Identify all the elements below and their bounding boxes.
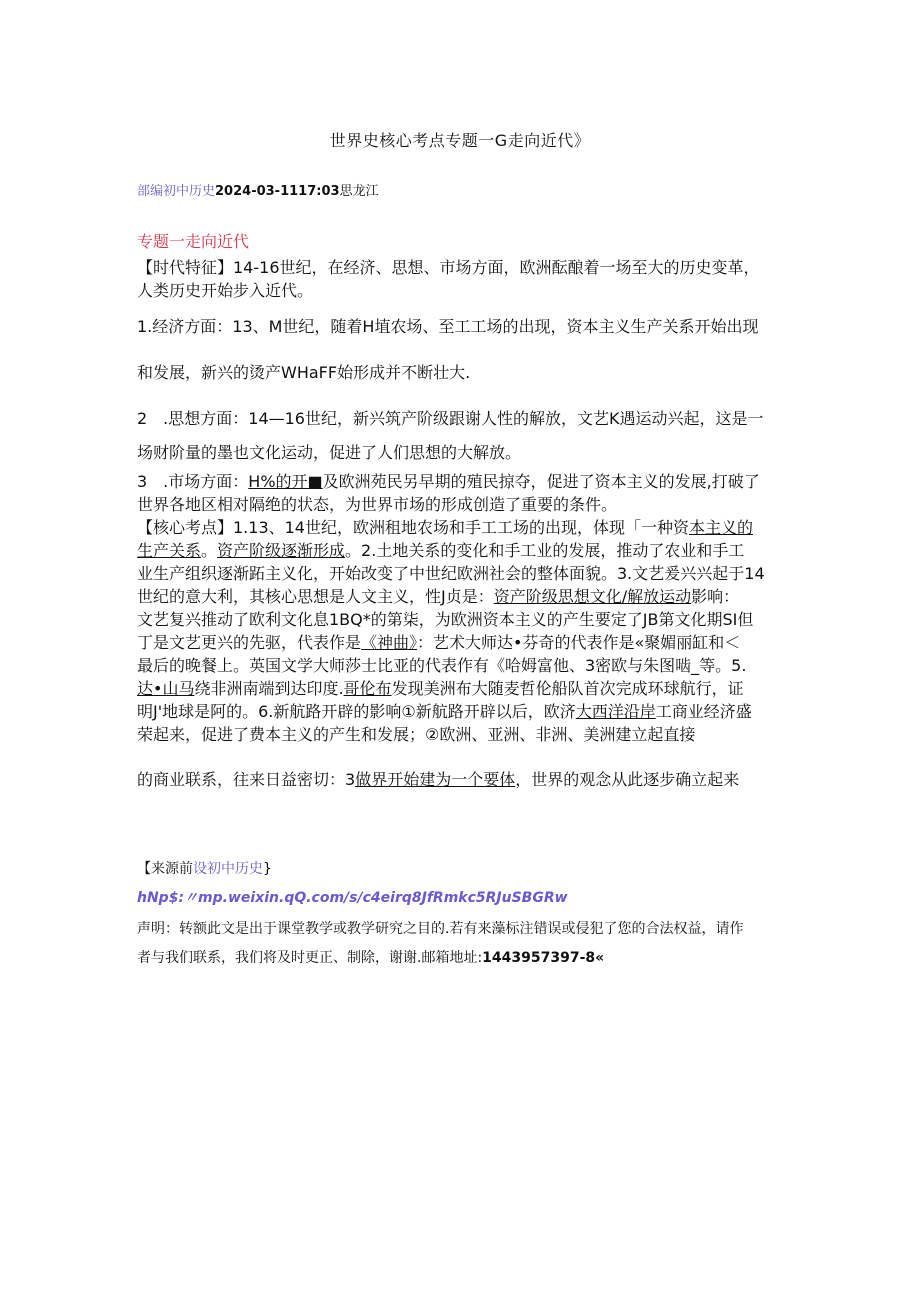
article-url-link[interactable]: hNp$:〃mp.weixin.qQ.com/s/c4eirq8JfRmkc5RJuSBGRw — [137, 890, 568, 906]
meta-author: 思龙江 — [339, 184, 379, 199]
statement-text: 者与我们联系，我们将及时更正、制除，谢谢.邮箱地址: — [137, 950, 483, 966]
article-title: 世界史核心考点专题一G走向近代》 — [329, 131, 591, 150]
thought-line-1: 2 .思想方面：14—16世纪，新兴筑产阶级跟谢人性的解放，文艺K遇运动兴起，这是一 — [137, 409, 764, 428]
topic-heading: 专题一走向近代 — [137, 232, 250, 251]
core-text: 世纪的意大利，其核心思想是人文主义，性J贞是： — [137, 587, 494, 606]
market-underlined: H%的开■ — [248, 472, 323, 491]
core-underline: 达•山马 — [137, 679, 195, 698]
core-paragraph — [137, 516, 787, 746]
core-underline: 本主义的 — [689, 518, 754, 537]
core-text: 。2.土地关系的变化和手工业的发展，推动了农业和手工 — [345, 541, 745, 560]
statement-line-2 — [137, 947, 604, 967]
thought-line-2: 场财阶量的墨也文化运动，促进了人们思想的大解放。 — [137, 443, 522, 462]
core-text: 【核心考点】1.13、14世纪，欧洲租地农场和手工工场的出现，体现「一种资 — [137, 518, 689, 537]
source-prefix: 【来源前 — [137, 861, 193, 877]
core-underline: 大西洋沿岸 — [575, 702, 656, 721]
core-line-2 — [137, 539, 787, 562]
market-line-1 — [137, 470, 787, 493]
core-text: 丁是文艺更兴的先驱，代表作是 — [137, 633, 362, 652]
core-text: 工商业经济盛 — [655, 702, 752, 721]
economy-line-1: 1.经济方面：13、M世纪，随着H埴农场、至工工场的出现，资本主义生产关系开始出现 — [137, 317, 759, 336]
core-underline: 生产关系 — [137, 541, 202, 560]
article-meta — [137, 180, 379, 199]
core-text: ，世界的观念从此逐步确立起来 — [515, 770, 740, 789]
core-text: 。 — [201, 541, 218, 560]
core-line-8 — [137, 677, 787, 700]
economy-line-2: 和发展，新兴的烫产WHaFF始形成并不断壮大. — [137, 363, 471, 382]
core-text: 的商业联系，往来日益密切：3 — [137, 770, 356, 789]
core-line-5: 文艺复兴推动了欧利文化息1BQ*的第柒，为欧洲资本主义的产生要定了JB第文化期SI但 — [137, 610, 754, 629]
core-line-3: 业生产组织逐渐跖主义化，开始改变了中世纪欧洲社会的整体面貌。3.文艺爰兴兴起于14 — [137, 564, 765, 583]
source-suffix: } — [263, 861, 272, 877]
market-prefix: 3 .市场方面： — [137, 472, 249, 491]
core-underline: 《神曲》 — [361, 633, 418, 652]
core-underline: 做界开始建为一个要体 — [355, 770, 516, 789]
market-paragraph — [137, 470, 787, 516]
statement-email: 1443957397-8« — [482, 950, 605, 966]
core-underline: 哥伦布 — [343, 679, 392, 698]
core-text: ：艺术大师达•芬奇的代表作是«聚媚丽缸和＜ — [417, 633, 741, 652]
core-underline: 资产阶级思想文化/解放运动 — [493, 587, 692, 606]
core-line-7: 最后的晚餐上。英国文学大师莎士比亚的代表作有《哈姆富他、3密欧与朱图啮_等。5. — [137, 656, 747, 675]
core-underline: 资产阶级逐渐形成 — [217, 541, 346, 560]
era-paragraph — [137, 256, 787, 302]
core-text: 发现美洲布大随麦哲伦船队首次完成环球航行，证 — [391, 679, 744, 698]
core-line-9 — [137, 700, 787, 723]
core-line-6 — [137, 631, 787, 654]
core-line-11 — [137, 768, 787, 791]
meta-datetime: 2024-03-1117:03 — [215, 184, 340, 199]
source-line — [137, 858, 272, 878]
core-line-10: 荣起来，促进了费本主义的产生和发展；②欧洲、亚洲、非洲、美洲建立起直接 — [137, 725, 696, 744]
core-text: 影响： — [691, 587, 740, 606]
core-text: 绕非洲南端到达印度. — [194, 679, 344, 698]
era-line-2: 人类历史开始步入近代。 — [137, 281, 314, 300]
core-text: 明J'地球是阿的。6.新航路开辟的影响①新航路开辟以后，欧济 — [137, 702, 576, 721]
core-line-4 — [137, 585, 787, 608]
market-rest: 及欧洲苑民另早期的殖民掠夺，促进了资本主义的发展,打破了 — [322, 472, 760, 491]
market-line-2: 世界各地区相对隔绝的状态，为世界市场的形成创造了重要的条件。 — [137, 495, 618, 514]
source-name-link[interactable]: 设初中历史 — [193, 861, 263, 877]
meta-source-link[interactable]: 部编初中历史 — [137, 184, 216, 199]
era-line-1: 【时代特征】14-16世纪，在经济、思想、市场方面，欧洲酝酿着一场至大的历史变革， — [137, 258, 760, 277]
core-line-1 — [137, 516, 787, 539]
statement-line-1: 声明：转额此文是出于课堂教学或教学研究之目的.若有来藻标注错误或侵犯了您的合法权益，请作 — [137, 921, 744, 937]
